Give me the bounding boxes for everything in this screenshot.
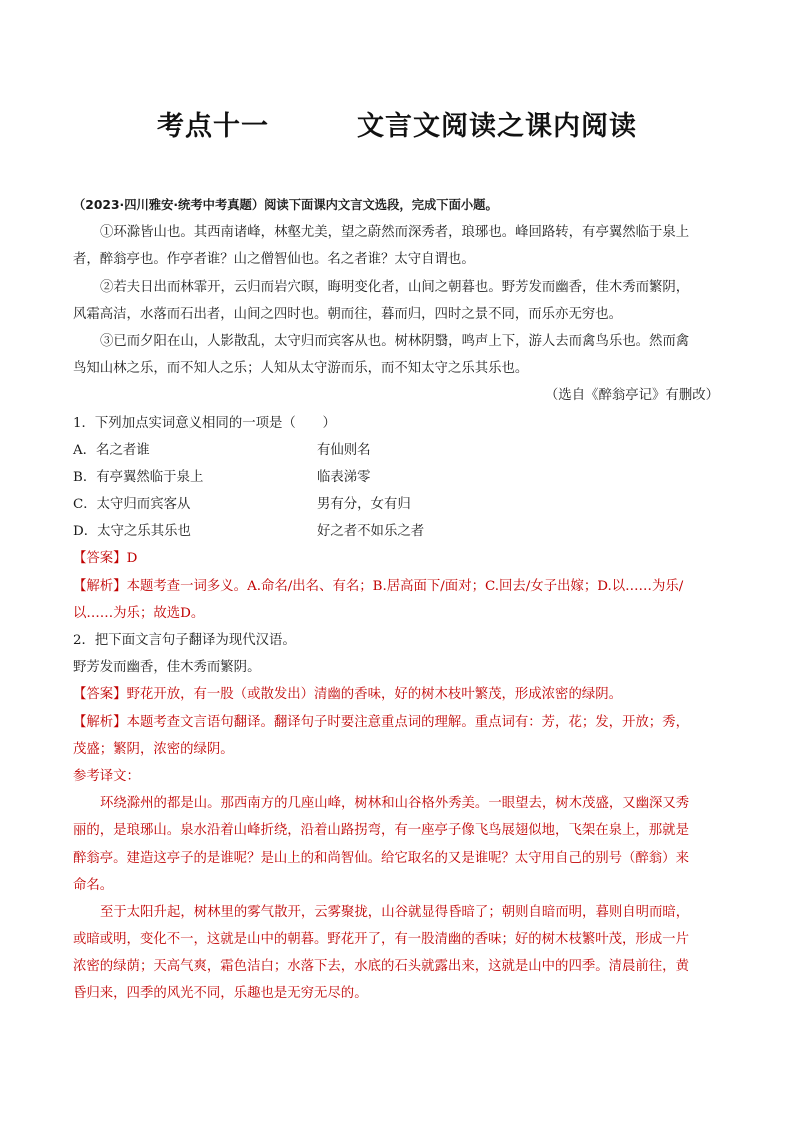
translation-line: 昏归来，四季的风光不同，乐趣也是无穷无尽的。 <box>73 986 368 1002</box>
page-title <box>0 104 794 143</box>
option-d-left: D．太守之乐其乐也 <box>73 524 191 540</box>
answer-tag: 【答案】 <box>73 687 127 703</box>
translation-line: 命名。 <box>73 877 114 893</box>
passage-line: ②若夫日出而林霏开，云归而岩穴暝，晦明变化者，山间之朝暮也。野芳发而幽香，佳木秀而繁阴， <box>100 279 690 295</box>
option-c-left: C．太守归而宾客从 <box>73 497 191 513</box>
option-row-c <box>73 491 721 518</box>
q2-analysis <box>73 709 721 736</box>
option-d-right: 好之者不如乐之者 <box>317 524 425 540</box>
q1-analysis-cont: 以……为乐；故选D。 <box>73 605 205 621</box>
passage-line: ①环滁皆山也。其西南诸峰，林壑尤美，望之蔚然而深秀者，琅琊也。峰回路转，有亭翼然临于泉上 <box>100 225 690 241</box>
passage-line: 鸟知山林之乐，而不知人之乐；人知从太守游而乐，而不知太守之乐其乐也。 <box>73 361 529 377</box>
question-2: 2．把下面文言句子翻译为现代汉语。 <box>73 633 296 648</box>
analysis-tag: 【解析】 <box>73 714 127 730</box>
source-line: （2023·四川雅安·统考中考真题）阅读下面课内文言文选段，完成下面小题。 <box>73 198 498 212</box>
title-part-1: 考点十一 <box>157 111 269 142</box>
passage-line: ③已而夕阳在山，人影散乱，太守归而宾客从也。树林阴翳，鸣声上下，游人去而禽鸟乐也。然而禽 <box>100 333 690 349</box>
passage-line: 者，醉翁亭也。作亭者谁？山之僧智仙也。名之者谁？太守自谓也。 <box>73 252 475 268</box>
q1-answer <box>73 545 721 572</box>
q1-analysis-text: 本题考查一词多义。A.命名/出名、有名；B.居高面下/面对；C.回去/女子出嫁；D.以……为乐/ <box>126 578 684 594</box>
translation-line: 环绕滁州的都是山。那西南方的几座山峰，树林和山谷格外秀美。一眼望去，树木茂盛，又幽深又秀 <box>100 796 690 812</box>
question-1: 1．下列加点实词意义相同的一项是（ ） <box>73 415 336 431</box>
option-row-a <box>73 437 721 464</box>
option-a-right: 有仙则名 <box>317 442 371 458</box>
passage-line: 风霜高洁，水落而石出者，山间之四时也。朝而往，暮而归，四时之景不同，而乐亦无穷也。 <box>73 306 623 322</box>
q2-analysis-text: 本题考查文言语句翻译。翻译句子时要注意重点词的理解。重点词有：芳，花；发，开放；秀， <box>126 714 689 730</box>
option-a-left: A．名之者谁 <box>73 442 150 458</box>
option-b-left: B．有亭翼然临于泉上 <box>73 469 204 485</box>
analysis-tag: 【解析】 <box>73 578 127 594</box>
translation-line: 醉翁亭。建造这亭子的是谁呢？是山上的和尚智仙。给它取名的又是谁呢？太守用自己的别号（醉翁）来 <box>73 850 689 866</box>
title-part-2: 文言文阅读之课内阅读 <box>357 111 637 142</box>
option-row-d <box>73 518 721 545</box>
option-c-right: 男有分，女有归 <box>317 497 411 513</box>
translation-line: 或暗或明，变化不一，这就是山中的朝暮。野花开了，有一股清幽的香味；好的树木枝繁叶茂，形成一片 <box>73 932 689 948</box>
citation: （选自《醉翁亭记》有删改） <box>544 388 719 404</box>
translation-line: 丽的，是琅琊山。泉水沿着山峰折绕，沿着山路拐弯，有一座亭子像飞鸟展翅似地，飞架在泉上，那就是 <box>73 823 689 839</box>
translation-line: 至于太阳升起，树林里的雾气散开，云雾聚拢，山谷就显得昏暗了；朝则自暗而明，暮则自明而暗， <box>100 904 690 920</box>
option-b-right: 临表涕零 <box>317 469 371 485</box>
q1-answer-text: D <box>126 551 138 567</box>
q2-answer-text: 野花开放，有一股（或散发出）清幽的香味，好的树木枝叶繁茂，形成浓密的绿阴。 <box>126 687 623 703</box>
option-row-b <box>73 464 721 491</box>
q2-analysis-cont: 茂盛；繁阴，浓密的绿阴。 <box>73 741 234 757</box>
translation-heading: 参考译文： <box>73 768 140 784</box>
q1-analysis <box>73 573 721 600</box>
document-content <box>73 192 721 1008</box>
q2-sentence: 野芳发而幽香，佳木秀而繁阴。 <box>73 660 261 676</box>
answer-tag: 【答案】 <box>73 551 127 567</box>
q2-answer <box>73 681 721 708</box>
translation-line: 浓密的绿荫；天高气爽，霜色洁白；水落下去，水底的石头就露出来，这就是山中的四季。清晨前往，黄 <box>73 959 689 975</box>
